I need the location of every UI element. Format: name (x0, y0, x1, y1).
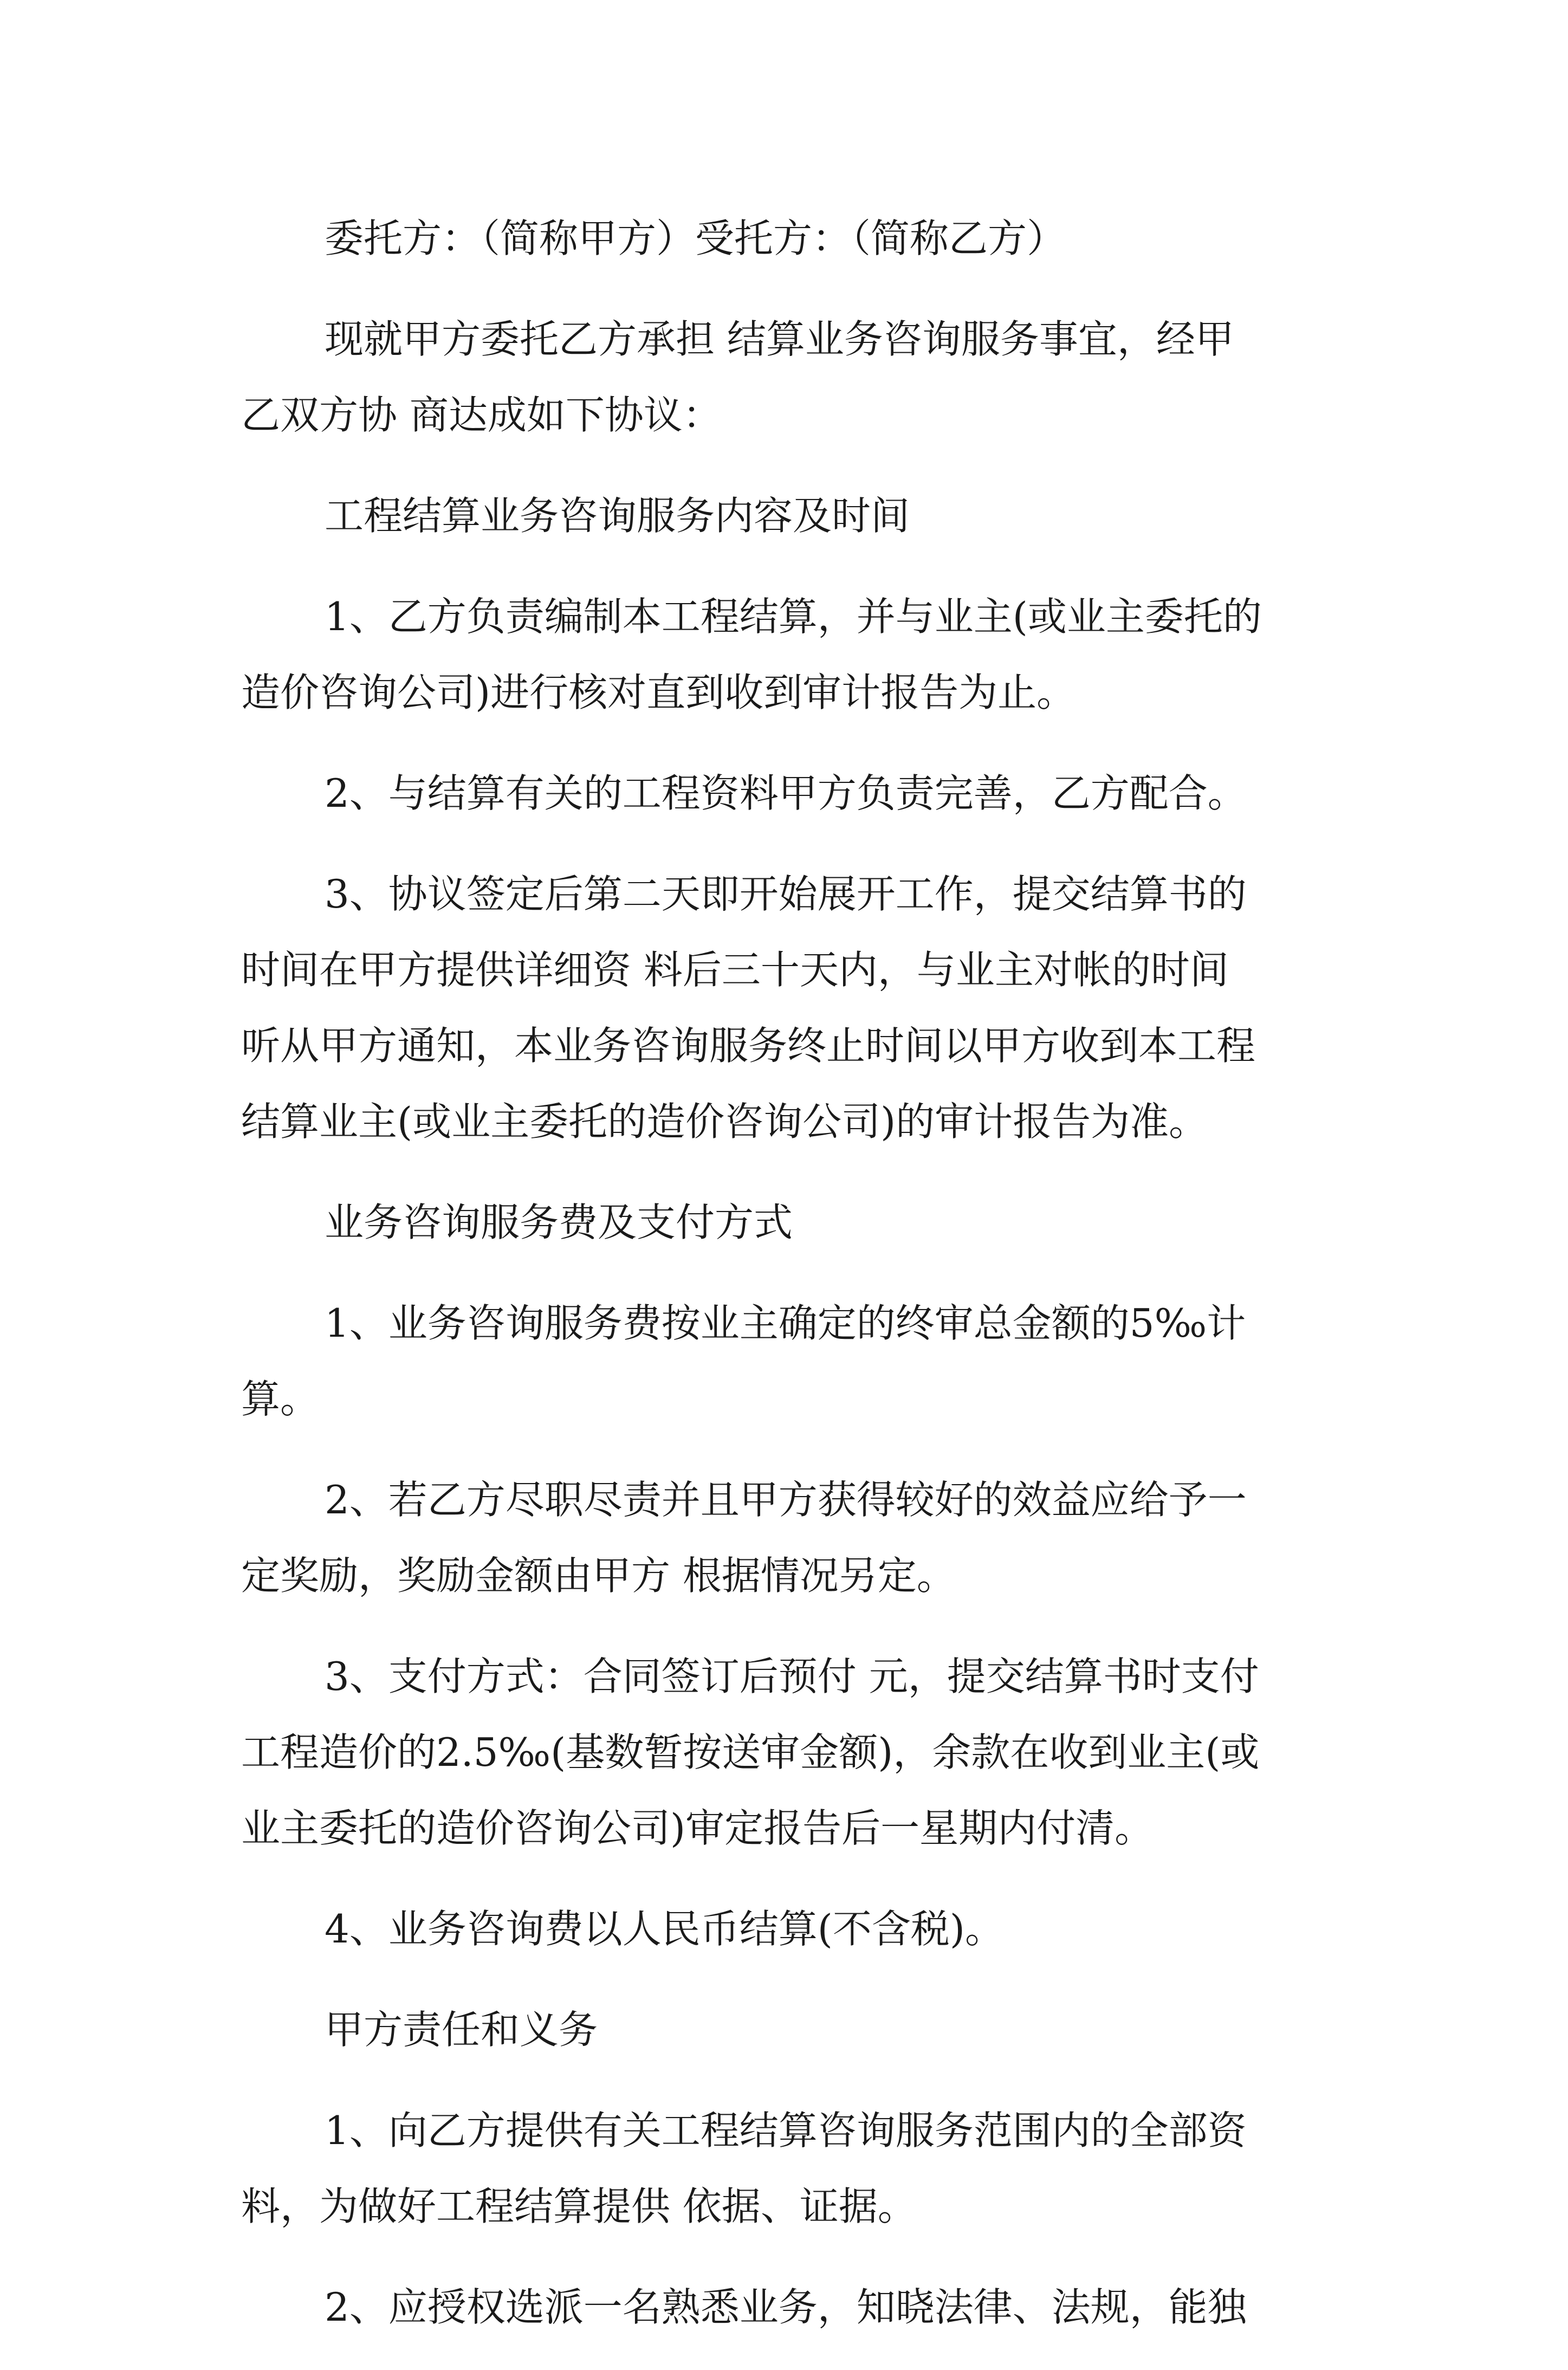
clause-1-2: 2、与结算有关的工程资料甲方负责完善，乙方配合。 (325, 770, 1247, 816)
document-body (241, 200, 1336, 2370)
clause-2-2: 2、若乙方尽职尽责并且甲方获得较好的效益应给予一 定奖励，奖励金额由甲方 根据情况另定。 (241, 1477, 1247, 1598)
clause-1-1: 1、乙方负责编制本工程结算，并与业主(或业主委托的 造价咨询公司)进行核对直到收到审计报告为止。 (241, 594, 1262, 715)
section-heading-content-and-time: 工程结算业务咨询服务内容及时间 (325, 493, 910, 539)
parties-line: 委托方：（简称甲方）受托方：（简称乙方） (325, 216, 1066, 261)
clause-2-3: 3、支付方式：合同签订后预付 元，提交结算书时支付 工程造价的2.5‰(基数暂按送审金额)，余款在收到业主(或 业主委托的造价咨询公司)审定报告后一星期内付清。 (241, 1654, 1260, 1851)
clause-3-2: 2、应授权选派一名熟悉业务，知晓法律、法规，能独 (325, 2284, 1247, 2330)
section-heading-fees-and-payment: 业务咨询服务费及支付方式 (325, 1200, 793, 1245)
clause-2-1: 1、业务咨询服务费按业主确定的终审总金额的5‰计 算。 (241, 1300, 1246, 1422)
clause-1-3: 3、协议签定后第二天即开始展开工作，提交结算书的 时间在甲方提供详细资 料后三十天内，与业主对帐的时间 听从甲方通知，本业务咨询服务终止时间以甲方收到本工程 结算业主(或业主委托的造价咨询公司)的审计报告为准。 (241, 871, 1256, 1144)
intro-paragraph: 现就甲方委托乙方承担 结算业务咨询服务事宜，经甲 乙双方协 商达成如下协议： (241, 316, 1234, 438)
section-heading-party-a-duties: 甲方责任和义务 (325, 2007, 598, 2052)
clause-3-1: 1、向乙方提供有关工程结算咨询服务范围内的全部资 料，为做好工程结算提供 依据、证据。 (241, 2108, 1247, 2229)
clause-2-4: 4、业务咨询费以人民币结算(不含税)。 (325, 1906, 1004, 1952)
